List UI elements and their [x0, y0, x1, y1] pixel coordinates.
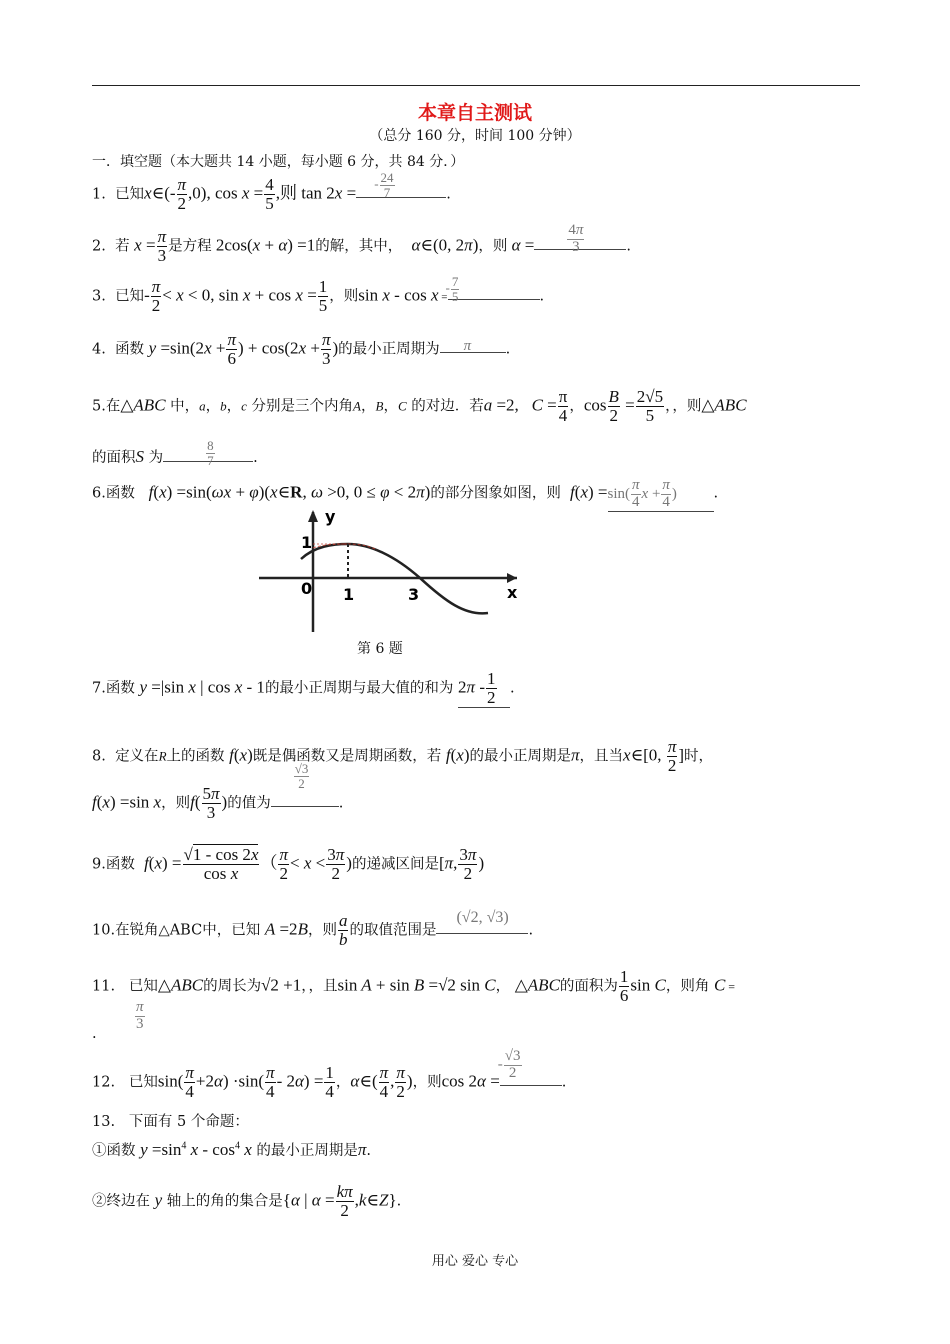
q12-text-3: ，则 [412, 1074, 442, 1091]
q13-number: 13. [92, 1114, 116, 1130]
question-11-line-2: . $\frac{\pi}{3}$ [92, 999, 144, 1042]
q12-text-2: ， [335, 1074, 351, 1091]
q1-text: 已知 [115, 186, 145, 203]
question-4: 4. 函数 y =sin(2x + $\frac{\pi}{6}$ ) + cos(2x + $\frac{\pi}{3}$ )的最小正周期为 π . [92, 330, 511, 368]
y-tick-1: 1 [301, 533, 313, 552]
q12-text: 已知 [128, 1074, 158, 1091]
q11-number: 11. [92, 978, 116, 995]
q1-number: 1. [92, 186, 106, 203]
q2-text-2: 是方程 [168, 238, 212, 255]
q6-answer-blank[interactable]: sin( $\frac{\pi}{4}$ x + $\frac{\pi}{4}$ ) [608, 478, 714, 512]
q3-text: 已知 [115, 288, 145, 305]
q9-number: 9. [92, 856, 106, 873]
q8-text-2: 上的函数 [166, 748, 225, 765]
q10-text-3: 的取值范围是 [349, 922, 437, 939]
q7-number: 7. [92, 680, 106, 697]
question-9: 9.函数 f(x) = $\frac{√1 - \cos 2x}{\text{cos x}}$ （ $\frac{\pi}{2}$ < x < $\frac{3\pi}{2}$ )的递减区间是[π, $\frac{3\pi}{2}$ ) [92, 845, 485, 883]
q13-text: 下面有 5 个命题： [128, 1114, 249, 1130]
q3-answer-blank[interactable]: - $\frac{7}{5}$ [448, 299, 540, 300]
q11-text-6: ，则角 [665, 978, 710, 995]
q6-graph [255, 506, 525, 634]
question-8-line-2: f(x) =sin x，则f( $\frac{5\pi}{3}$ )的值为 $\frac{√3}{2}$ . [92, 761, 344, 822]
q10-answer-blank[interactable]: (√2, √3) [436, 933, 528, 934]
x-axis-arrow [507, 573, 517, 583]
q12-number: 12. [92, 1074, 116, 1091]
q2-number: 2. [92, 238, 106, 255]
q10-number: 10. [92, 922, 116, 939]
q7-text-2: 的最小正周期与最大值的和为 [264, 680, 454, 697]
q5-text-2: 中， [170, 398, 200, 415]
q3-number: 3. [92, 288, 106, 305]
q13-item-1-text-2: 的最小正周期是 [256, 1143, 358, 1159]
q8-text-8: 的值为 [227, 795, 271, 812]
q4-number: 4. [92, 341, 106, 358]
question-5-line-2: 的面积S 为 $\frac{8}{7}$ . [92, 438, 258, 468]
question-8: 8. 定义在R上的函数 f(x)既是偶函数又是周期函数，若 f(x)的最小正周期是π，且当x∈[0, $\frac{\pi}{2}$ ]时， [92, 737, 714, 775]
q11-text-5: 的面积为 [559, 978, 618, 995]
q2-answer-blank[interactable]: $\frac{4\pi}{3}$ [534, 249, 626, 250]
header-rule [92, 85, 860, 86]
q8-text-6: 时， [684, 748, 714, 765]
x-tick-1: 1 [343, 585, 355, 604]
q4-text: 函数 [115, 341, 145, 358]
question-12: 12. 已知sin( $\frac{\pi}{4}$ +2α) ·sin( $\frac{\pi}{4}$ - 2α) = $\frac{1}{4}$ ，α∈( $\frac{\pi}{4}$ , $\frac{\pi}{2}$ )，则cos 2α = - $\frac{√3}{2}$ . [92, 1048, 567, 1101]
q8-number: 8. [92, 748, 106, 765]
q11-text-3: ，且 [308, 978, 338, 995]
q9-text: 函数 [105, 856, 135, 873]
q5-number: 5. [92, 398, 106, 415]
q8-text-5: ，且当 [579, 748, 624, 765]
section-heading: 一．填空题（本大题共 14 小题，每小题 6 分，共 84 分．） [92, 154, 465, 170]
origin-label: 0 [301, 579, 313, 598]
question-10: 10.在锐角△ABC中，已知 A =2B，则 $\frac{a}{b}$ 的取值范围是 (√2, √3) . [92, 909, 534, 949]
question-13-item-2: ②终边在 y 轴上的角的集合是{α | α = $\frac{k\pi}{2}$ ,k∈Z}. [92, 1182, 402, 1220]
q10-text: 在锐角△ABC中，已知 [115, 922, 261, 939]
question-3: 3. 已知- $\frac{\pi}{2}$ < x < 0, sin x + cos x = $\frac{1}{5}$ ，则sin x - cos x = - $\frac{7}{5}$ . [92, 274, 545, 315]
question-2: 2. 若 x = $\frac{\pi}{3}$ 是方程 2cos(x + α) =1的解，其中， α∈(0, 2π)，则 α = $\frac{4\pi}{3}$ . [92, 222, 631, 265]
page-title: 本章自主测试 [417, 102, 532, 124]
q11-text-4: ， [495, 978, 511, 995]
q8-text-3: 既是偶函数又是周期函数，若 [252, 748, 442, 765]
q6-number: 6. [92, 485, 106, 502]
q5-text-5: ，则 [672, 398, 702, 415]
question-5: 5.在△ABC 中，a，b，c 分别是三个内角A，B，C 的对边．若a =2, C = $\frac{\pi}{4}$ ，cos $\frac{B}{2}$ = $\frac{2√5}{5}$ ，，则△ABC [92, 387, 747, 425]
q8-text: 定义在 [115, 748, 159, 765]
question-7: 7.函数 y =|sin x | cos x - 1的最小正周期与最大值的和为 2π - $\frac{1}{2}$ . [92, 669, 515, 707]
question-13 [92, 1110, 249, 1131]
question-11: 11. 已知△ABC的周长为√2 +1，，且sin A + sin B =√2 sin C， △ABC的面积为 $\frac{1}{6}$ sin C，则角 C = [92, 967, 736, 1005]
q6-text: 函数 [105, 485, 135, 502]
q8-text-4: 的最小正周期是 [469, 748, 571, 765]
page-subtitle: （总分 160 分，时间 100 分钟） [369, 128, 581, 144]
question-13-item-1: ①函数 $y =\sin^4$ x - $\cos^4 x$ 的最小正周期是π. [92, 1140, 372, 1159]
q8-answer-blank[interactable]: $\frac{√3}{2}$ [271, 806, 339, 807]
q13-item-2-text: ②终边在 [92, 1193, 150, 1210]
q6-text-2: 的部分图象如图，则 [430, 485, 561, 502]
q13-item-2-text-2: 轴上的角的集合是 [166, 1193, 283, 1210]
q2-text-3: 的解，其中， [315, 238, 403, 255]
q5-text: 在 [105, 398, 121, 415]
y-axis-arrow [308, 510, 318, 522]
q5-text-4: 的对边．若 [411, 398, 484, 415]
q5-text-6: 的面积 [92, 450, 136, 466]
q10-text-2: ，则 [307, 922, 337, 939]
q4-answer-blank[interactable]: π [440, 352, 506, 353]
q11-text: 已知 [128, 978, 158, 995]
question-1: 1. 已知x∈(- $\frac{\pi}{2}$ ,0), cos x = $\frac{4}{5}$ ,则 tan 2x = - $\frac{24}{7}$ . [92, 170, 451, 213]
x-axis-label: x [507, 583, 518, 602]
x-tick-3: 3 [408, 585, 420, 604]
q2-text-4: ，则 [478, 238, 508, 255]
q5-text-7: 为 [148, 450, 164, 466]
q5-text-3: 分别是三个内角 [251, 398, 354, 415]
q8-text-7: ，则 [161, 795, 191, 812]
q12-answer-blank[interactable]: - $\frac{√3}{2}$ [500, 1085, 562, 1086]
q4-text-2: 的最小正周期为 [338, 341, 440, 358]
q7-text: 函数 [105, 680, 135, 697]
q13-item-1-text: ①函数 [92, 1143, 136, 1159]
q3-text-2: ，则 [329, 288, 359, 305]
y-axis-label: y [325, 507, 336, 526]
q11-text-2: 的周长为 [203, 978, 262, 995]
q7-answer-blank[interactable]: 2π - $\frac{1}{2}$ [458, 670, 510, 708]
question-6: 6.函数 f(x) =sin(ωx + φ)(x∈R, ω >0, 0 ≤ φ < 2π)的部分图象如图，则 f(x) =sin( $\frac{\pi}{4}$ x + $\frac{\pi}{4}$ ) . [92, 477, 719, 510]
q6-caption: 第 6 题 [357, 641, 403, 657]
page-footer: 用心 爱心 专心 [431, 1254, 519, 1269]
q1-answer-blank[interactable]: - $\frac{24}{7}$ [356, 197, 446, 198]
q9-text-2: 的递减区间是 [351, 856, 439, 873]
q5-answer-blank[interactable]: $\frac{8}{7}$ [163, 461, 253, 462]
q2-text: 若 [115, 238, 130, 255]
